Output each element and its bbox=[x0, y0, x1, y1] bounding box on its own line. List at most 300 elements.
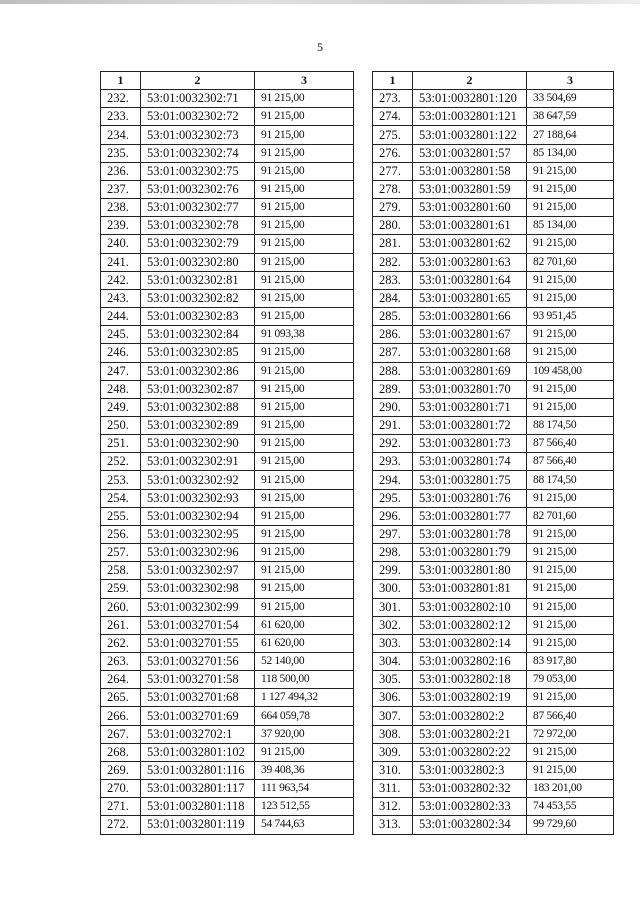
row-number: 298. bbox=[373, 544, 413, 562]
cadastral-value: 87 566,40 bbox=[527, 453, 614, 471]
row-number: 254. bbox=[101, 489, 141, 507]
table-row bbox=[373, 253, 614, 271]
table-row bbox=[101, 725, 354, 743]
row-number: 235. bbox=[101, 144, 141, 162]
cadastral-number: 53:01:0032701:56 bbox=[141, 653, 255, 671]
cadastral-number: 53:01:0032802:10 bbox=[413, 598, 527, 616]
cadastral-value: 72 972,00 bbox=[527, 725, 614, 743]
right-table bbox=[372, 71, 614, 835]
table-row bbox=[101, 707, 354, 725]
cadastral-value: 61 620,00 bbox=[255, 634, 354, 652]
cadastral-number: 53:01:0032701:55 bbox=[141, 634, 255, 652]
table-row bbox=[373, 362, 614, 380]
cadastral-value: 91 215,00 bbox=[527, 689, 614, 707]
row-number: 248. bbox=[101, 380, 141, 398]
cadastral-value: 91 215,00 bbox=[527, 616, 614, 634]
cadastral-value: 91 215,00 bbox=[255, 453, 354, 471]
table-row bbox=[373, 126, 614, 144]
cadastral-number: 53:01:0032302:85 bbox=[141, 344, 255, 362]
row-number: 261. bbox=[101, 616, 141, 634]
row-number: 274. bbox=[373, 108, 413, 126]
cadastral-value: 91 215,00 bbox=[527, 180, 614, 198]
column-header-value: 3 bbox=[255, 72, 354, 90]
row-number: 236. bbox=[101, 162, 141, 180]
cadastral-value: 38 647,59 bbox=[527, 108, 614, 126]
table-row bbox=[101, 525, 354, 543]
cadastral-value: 54 744,63 bbox=[255, 816, 354, 834]
row-number: 237. bbox=[101, 180, 141, 198]
cadastral-value: 91 215,00 bbox=[255, 253, 354, 271]
row-number: 305. bbox=[373, 671, 413, 689]
cadastral-number: 53:01:0032801:75 bbox=[413, 471, 527, 489]
cadastral-value: 82 701,60 bbox=[527, 507, 614, 525]
cadastral-number: 53:01:0032801:63 bbox=[413, 253, 527, 271]
cadastral-number: 53:01:0032801:80 bbox=[413, 562, 527, 580]
table-row bbox=[101, 90, 354, 108]
column-header-value: 3 bbox=[527, 72, 614, 90]
cadastral-number: 53:01:0032302:94 bbox=[141, 507, 255, 525]
row-number: 312. bbox=[373, 798, 413, 816]
table-row bbox=[101, 743, 354, 761]
cadastral-number: 53:01:0032801:71 bbox=[413, 398, 527, 416]
cadastral-value: 91 215,00 bbox=[255, 289, 354, 307]
cadastral-value: 91 215,00 bbox=[527, 271, 614, 289]
row-number: 260. bbox=[101, 598, 141, 616]
table-row bbox=[101, 598, 354, 616]
row-number: 269. bbox=[101, 761, 141, 779]
table-row bbox=[373, 798, 614, 816]
cadastral-value: 91 215,00 bbox=[255, 525, 354, 543]
row-number: 263. bbox=[101, 653, 141, 671]
table-row bbox=[101, 453, 354, 471]
table-row bbox=[373, 816, 614, 834]
cadastral-value: 91 215,00 bbox=[527, 598, 614, 616]
row-number: 278. bbox=[373, 180, 413, 198]
cadastral-number: 53:01:0032802:34 bbox=[413, 816, 527, 834]
cadastral-number: 53:01:0032801:81 bbox=[413, 580, 527, 598]
row-number: 276. bbox=[373, 144, 413, 162]
row-number: 247. bbox=[101, 362, 141, 380]
table-row bbox=[373, 489, 614, 507]
cadastral-number: 53:01:0032801:57 bbox=[413, 144, 527, 162]
table-row bbox=[373, 725, 614, 743]
table-row bbox=[373, 707, 614, 725]
table-row bbox=[373, 471, 614, 489]
cadastral-value: 88 174,50 bbox=[527, 471, 614, 489]
row-number: 249. bbox=[101, 398, 141, 416]
cadastral-number: 53:01:0032701:58 bbox=[141, 671, 255, 689]
table-row bbox=[373, 525, 614, 543]
cadastral-number: 53:01:0032802:16 bbox=[413, 653, 527, 671]
cadastral-number: 53:01:0032802:21 bbox=[413, 725, 527, 743]
cadastral-number: 53:01:0032801:116 bbox=[141, 761, 255, 779]
row-number: 255. bbox=[101, 507, 141, 525]
row-number: 299. bbox=[373, 562, 413, 580]
row-number: 271. bbox=[101, 798, 141, 816]
table-row bbox=[373, 398, 614, 416]
row-number: 246. bbox=[101, 344, 141, 362]
row-number: 272. bbox=[101, 816, 141, 834]
row-number: 242. bbox=[101, 271, 141, 289]
cadastral-number: 53:01:0032302:99 bbox=[141, 598, 255, 616]
cadastral-value: 109 458,00 bbox=[527, 362, 614, 380]
cadastral-number: 53:01:0032302:86 bbox=[141, 362, 255, 380]
table-row bbox=[101, 689, 354, 707]
cadastral-value: 91 215,00 bbox=[527, 199, 614, 217]
row-number: 303. bbox=[373, 634, 413, 652]
row-number: 240. bbox=[101, 235, 141, 253]
cadastral-number: 53:01:0032801:70 bbox=[413, 380, 527, 398]
cadastral-number: 53:01:0032801:67 bbox=[413, 326, 527, 344]
table-row bbox=[101, 289, 354, 307]
row-number: 290. bbox=[373, 398, 413, 416]
table-row bbox=[373, 289, 614, 307]
cadastral-value: 91 215,00 bbox=[255, 271, 354, 289]
table-row bbox=[101, 235, 354, 253]
table-row bbox=[101, 562, 354, 580]
cadastral-value: 91 215,00 bbox=[527, 398, 614, 416]
table-row bbox=[101, 253, 354, 271]
cadastral-value: 664 059,78 bbox=[255, 707, 354, 725]
column-header-cadastral: 2 bbox=[141, 72, 255, 90]
page-number: 5 bbox=[317, 40, 323, 54]
table-row bbox=[101, 580, 354, 598]
cadastral-number: 53:01:0032801:78 bbox=[413, 525, 527, 543]
table-row bbox=[373, 162, 614, 180]
cadastral-number: 53:01:0032802:33 bbox=[413, 798, 527, 816]
cadastral-value: 91 215,00 bbox=[527, 289, 614, 307]
cadastral-number: 53:01:0032302:78 bbox=[141, 217, 255, 235]
table-row bbox=[101, 761, 354, 779]
cadastral-value: 87 566,40 bbox=[527, 707, 614, 725]
cadastral-value: 91 215,00 bbox=[527, 525, 614, 543]
row-number: 311. bbox=[373, 780, 413, 798]
column-header-number: 1 bbox=[373, 72, 413, 90]
cadastral-number: 53:01:0032701:68 bbox=[141, 689, 255, 707]
cadastral-value: 183 201,00 bbox=[527, 780, 614, 798]
cadastral-value: 91 215,00 bbox=[255, 108, 354, 126]
row-number: 256. bbox=[101, 525, 141, 543]
cadastral-value: 91 215,00 bbox=[255, 435, 354, 453]
cadastral-number: 53:01:0032801:61 bbox=[413, 217, 527, 235]
row-number: 250. bbox=[101, 416, 141, 434]
table-row bbox=[373, 435, 614, 453]
cadastral-value: 61 620,00 bbox=[255, 616, 354, 634]
row-number: 285. bbox=[373, 308, 413, 326]
cadastral-number: 53:01:0032801:122 bbox=[413, 126, 527, 144]
table-row bbox=[373, 653, 614, 671]
table-row bbox=[373, 217, 614, 235]
cadastral-value: 91 215,00 bbox=[255, 380, 354, 398]
table-row bbox=[373, 507, 614, 525]
cadastral-number: 53:01:0032302:79 bbox=[141, 235, 255, 253]
cadastral-value: 111 963,54 bbox=[255, 780, 354, 798]
row-number: 262. bbox=[101, 634, 141, 652]
cadastral-number: 53:01:0032802:18 bbox=[413, 671, 527, 689]
table-row bbox=[373, 544, 614, 562]
cadastral-value: 91 215,00 bbox=[527, 580, 614, 598]
row-number: 233. bbox=[101, 108, 141, 126]
row-number: 281. bbox=[373, 235, 413, 253]
table-row bbox=[373, 671, 614, 689]
row-number: 300. bbox=[373, 580, 413, 598]
cadastral-number: 53:01:0032302:74 bbox=[141, 144, 255, 162]
row-number: 283. bbox=[373, 271, 413, 289]
cadastral-value: 99 729,60 bbox=[527, 816, 614, 834]
cadastral-value: 123 512,55 bbox=[255, 798, 354, 816]
right-table-body bbox=[373, 90, 614, 834]
cadastral-value: 85 134,00 bbox=[527, 144, 614, 162]
cadastral-number: 53:01:0032302:98 bbox=[141, 580, 255, 598]
row-number: 273. bbox=[373, 90, 413, 108]
table-row bbox=[373, 616, 614, 634]
cadastral-value: 91 215,00 bbox=[527, 562, 614, 580]
cadastral-number: 53:01:0032302:84 bbox=[141, 326, 255, 344]
cadastral-value: 79 053,00 bbox=[527, 671, 614, 689]
cadastral-number: 53:01:0032302:76 bbox=[141, 180, 255, 198]
row-number: 253. bbox=[101, 471, 141, 489]
cadastral-number: 53:01:0032802:2 bbox=[413, 707, 527, 725]
table-row bbox=[373, 634, 614, 652]
cadastral-value: 91 215,00 bbox=[527, 761, 614, 779]
table-row bbox=[101, 653, 354, 671]
row-number: 296. bbox=[373, 507, 413, 525]
table-row bbox=[373, 90, 614, 108]
table-row bbox=[373, 308, 614, 326]
cadastral-number: 53:01:0032801:77 bbox=[413, 507, 527, 525]
cadastral-value: 91 215,00 bbox=[255, 507, 354, 525]
cadastral-number: 53:01:0032801:60 bbox=[413, 199, 527, 217]
cadastral-value: 91 215,00 bbox=[255, 471, 354, 489]
row-number: 232. bbox=[101, 90, 141, 108]
table-row bbox=[101, 816, 354, 834]
table-row bbox=[101, 398, 354, 416]
cadastral-value: 91 215,00 bbox=[255, 90, 354, 108]
cadastral-value: 37 920,00 bbox=[255, 725, 354, 743]
cadastral-number: 53:01:0032801:120 bbox=[413, 90, 527, 108]
cadastral-number: 53:01:0032801:73 bbox=[413, 435, 527, 453]
cadastral-number: 53:01:0032801:74 bbox=[413, 453, 527, 471]
table-row bbox=[373, 689, 614, 707]
column-header-number: 1 bbox=[101, 72, 141, 90]
cadastral-value: 91 215,00 bbox=[255, 217, 354, 235]
cadastral-number: 53:01:0032302:80 bbox=[141, 253, 255, 271]
cadastral-value: 91 215,00 bbox=[255, 162, 354, 180]
table-row bbox=[373, 326, 614, 344]
cadastral-number: 53:01:0032801:69 bbox=[413, 362, 527, 380]
table-row bbox=[101, 634, 354, 652]
row-number: 266. bbox=[101, 707, 141, 725]
cadastral-number: 53:01:0032801:68 bbox=[413, 344, 527, 362]
cadastral-number: 53:01:0032302:81 bbox=[141, 271, 255, 289]
row-number: 309. bbox=[373, 743, 413, 761]
table-row bbox=[101, 544, 354, 562]
row-number: 306. bbox=[373, 689, 413, 707]
row-number: 286. bbox=[373, 326, 413, 344]
row-number: 289. bbox=[373, 380, 413, 398]
cadastral-number: 53:01:0032801:65 bbox=[413, 289, 527, 307]
cadastral-number: 53:01:0032702:1 bbox=[141, 725, 255, 743]
table-row bbox=[373, 380, 614, 398]
row-number: 257. bbox=[101, 544, 141, 562]
cadastral-number: 53:01:0032802:14 bbox=[413, 634, 527, 652]
row-number: 310. bbox=[373, 761, 413, 779]
cadastral-value: 74 453,55 bbox=[527, 798, 614, 816]
row-number: 297. bbox=[373, 525, 413, 543]
cadastral-number: 53:01:0032802:19 bbox=[413, 689, 527, 707]
table-row bbox=[373, 108, 614, 126]
table-row bbox=[373, 562, 614, 580]
table-row bbox=[101, 271, 354, 289]
cadastral-number: 53:01:0032302:83 bbox=[141, 308, 255, 326]
cadastral-number: 53:01:0032801:119 bbox=[141, 816, 255, 834]
cadastral-value: 82 701,60 bbox=[527, 253, 614, 271]
cadastral-number: 53:01:0032801:76 bbox=[413, 489, 527, 507]
row-number: 307. bbox=[373, 707, 413, 725]
cadastral-value: 91 215,00 bbox=[527, 162, 614, 180]
row-number: 280. bbox=[373, 217, 413, 235]
header-row bbox=[101, 72, 354, 90]
table-row bbox=[101, 507, 354, 525]
cadastral-number: 53:01:0032802:12 bbox=[413, 616, 527, 634]
cadastral-number: 53:01:0032801:117 bbox=[141, 780, 255, 798]
table-row bbox=[101, 780, 354, 798]
column-header-cadastral: 2 bbox=[413, 72, 527, 90]
table-row bbox=[101, 435, 354, 453]
cadastral-value: 39 408,36 bbox=[255, 761, 354, 779]
row-number: 238. bbox=[101, 199, 141, 217]
table-row bbox=[373, 199, 614, 217]
table-row bbox=[101, 471, 354, 489]
cadastral-value: 91 215,00 bbox=[255, 199, 354, 217]
cadastral-number: 53:01:0032302:91 bbox=[141, 453, 255, 471]
table-row bbox=[373, 743, 614, 761]
cadastral-value: 91 215,00 bbox=[255, 580, 354, 598]
table-row bbox=[101, 798, 354, 816]
row-number: 258. bbox=[101, 562, 141, 580]
table-row bbox=[101, 308, 354, 326]
cadastral-number: 53:01:0032802:32 bbox=[413, 780, 527, 798]
cadastral-value: 52 140,00 bbox=[255, 653, 354, 671]
cadastral-number: 53:01:0032302:90 bbox=[141, 435, 255, 453]
row-number: 282. bbox=[373, 253, 413, 271]
row-number: 252. bbox=[101, 453, 141, 471]
cadastral-value: 91 215,00 bbox=[255, 489, 354, 507]
cadastral-value: 91 215,00 bbox=[255, 416, 354, 434]
row-number: 268. bbox=[101, 743, 141, 761]
cadastral-number: 53:01:0032801:102 bbox=[141, 743, 255, 761]
row-number: 270. bbox=[101, 780, 141, 798]
cadastral-number: 53:01:0032701:69 bbox=[141, 707, 255, 725]
row-number: 308. bbox=[373, 725, 413, 743]
row-number: 245. bbox=[101, 326, 141, 344]
row-number: 313. bbox=[373, 816, 413, 834]
cadastral-number: 53:01:0032801:64 bbox=[413, 271, 527, 289]
cadastral-number: 53:01:0032801:118 bbox=[141, 798, 255, 816]
row-number: 251. bbox=[101, 435, 141, 453]
cadastral-number: 53:01:0032302:82 bbox=[141, 289, 255, 307]
cadastral-value: 91 215,00 bbox=[527, 634, 614, 652]
row-number: 287. bbox=[373, 344, 413, 362]
cadastral-number: 53:01:0032801:72 bbox=[413, 416, 527, 434]
cadastral-number: 53:01:0032302:97 bbox=[141, 562, 255, 580]
table-row bbox=[373, 180, 614, 198]
table-row bbox=[101, 616, 354, 634]
cadastral-value: 91 093,38 bbox=[255, 326, 354, 344]
cadastral-number: 53:01:0032801:62 bbox=[413, 235, 527, 253]
cadastral-number: 53:01:0032302:95 bbox=[141, 525, 255, 543]
cadastral-value: 88 174,50 bbox=[527, 416, 614, 434]
cadastral-value: 1 127 494,32 bbox=[255, 689, 354, 707]
table-row bbox=[101, 217, 354, 235]
cadastral-value: 91 215,00 bbox=[255, 308, 354, 326]
cadastral-value: 93 951,45 bbox=[527, 308, 614, 326]
cadastral-value: 91 215,00 bbox=[255, 144, 354, 162]
cadastral-number: 53:01:0032302:89 bbox=[141, 416, 255, 434]
cadastral-number: 53:01:0032801:58 bbox=[413, 162, 527, 180]
cadastral-value: 91 215,00 bbox=[255, 398, 354, 416]
row-number: 293. bbox=[373, 453, 413, 471]
cadastral-value: 91 215,00 bbox=[255, 544, 354, 562]
cadastral-value: 91 215,00 bbox=[255, 598, 354, 616]
cadastral-number: 53:01:0032302:77 bbox=[141, 199, 255, 217]
row-number: 239. bbox=[101, 217, 141, 235]
cadastral-number: 53:01:0032802:3 bbox=[413, 761, 527, 779]
table-row bbox=[373, 453, 614, 471]
table-row bbox=[373, 235, 614, 253]
cadastral-value: 91 215,00 bbox=[527, 544, 614, 562]
row-number: 279. bbox=[373, 199, 413, 217]
table-row bbox=[373, 598, 614, 616]
row-number: 295. bbox=[373, 489, 413, 507]
row-number: 267. bbox=[101, 725, 141, 743]
cadastral-number: 53:01:0032701:54 bbox=[141, 616, 255, 634]
table-row bbox=[101, 344, 354, 362]
cadastral-value: 118 500,00 bbox=[255, 671, 354, 689]
cadastral-value: 91 215,00 bbox=[255, 562, 354, 580]
cadastral-number: 53:01:0032801:59 bbox=[413, 180, 527, 198]
row-number: 234. bbox=[101, 126, 141, 144]
cadastral-value: 83 917,80 bbox=[527, 653, 614, 671]
cadastral-number: 53:01:0032302:93 bbox=[141, 489, 255, 507]
row-number: 259. bbox=[101, 580, 141, 598]
table-row bbox=[101, 362, 354, 380]
cadastral-number: 53:01:0032801:66 bbox=[413, 308, 527, 326]
cadastral-number: 53:01:0032302:88 bbox=[141, 398, 255, 416]
table-row bbox=[101, 326, 354, 344]
cadastral-value: 91 215,00 bbox=[527, 489, 614, 507]
table-row bbox=[373, 271, 614, 289]
cadastral-value: 91 215,00 bbox=[255, 743, 354, 761]
cadastral-value: 91 215,00 bbox=[255, 126, 354, 144]
row-number: 265. bbox=[101, 689, 141, 707]
cadastral-value: 27 188,64 bbox=[527, 126, 614, 144]
cadastral-number: 53:01:0032801:121 bbox=[413, 108, 527, 126]
cadastral-value: 91 215,00 bbox=[255, 362, 354, 380]
row-number: 284. bbox=[373, 289, 413, 307]
cadastral-value: 91 215,00 bbox=[527, 344, 614, 362]
cadastral-number: 53:01:0032302:75 bbox=[141, 162, 255, 180]
cadastral-value: 87 566,40 bbox=[527, 435, 614, 453]
row-number: 292. bbox=[373, 435, 413, 453]
left-table-body bbox=[101, 90, 354, 834]
cadastral-number: 53:01:0032801:79 bbox=[413, 544, 527, 562]
cadastral-value: 91 215,00 bbox=[527, 380, 614, 398]
scan-edge bbox=[0, 0, 640, 4]
cadastral-number: 53:01:0032302:73 bbox=[141, 126, 255, 144]
cadastral-value: 91 215,00 bbox=[527, 326, 614, 344]
table-row bbox=[373, 144, 614, 162]
